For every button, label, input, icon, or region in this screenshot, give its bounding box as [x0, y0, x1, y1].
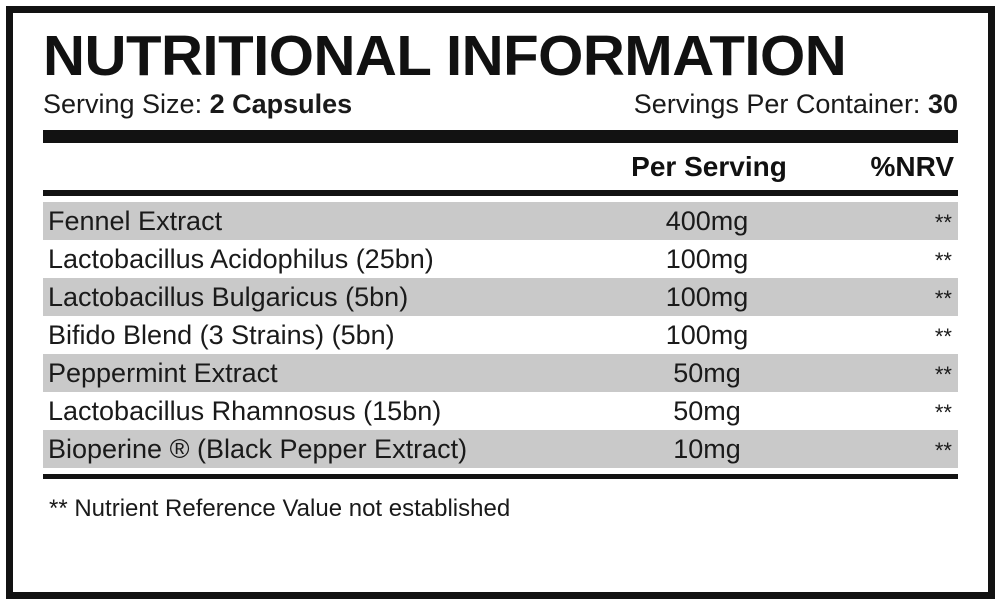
- label-content: [43, 24, 958, 580]
- nutrient-nrv: **: [934, 210, 952, 235]
- nutrient-nrv: **: [934, 324, 952, 349]
- column-header-nrv: %NRV: [870, 151, 954, 182]
- serving-size-value: 2 Capsules: [209, 89, 353, 119]
- nutrient-nrv: **: [934, 438, 952, 463]
- table-row: [43, 240, 958, 278]
- servings-per-container: [634, 89, 958, 120]
- nutrient-amount: 400mg: [665, 206, 749, 236]
- column-header-per-serving: Per Serving: [631, 151, 787, 182]
- nutrient-amount: 50mg: [673, 358, 741, 388]
- nutrient-table: [43, 202, 958, 468]
- nutrient-name: Bioperine ® (Black Pepper Extract): [48, 434, 468, 464]
- divider-under-header: [43, 190, 958, 196]
- nutrient-name: Bifido Blend (3 Strains) (5bn): [48, 320, 395, 350]
- servings-per-container-value: 30: [927, 89, 958, 119]
- table-row: [43, 278, 958, 316]
- servings-per-container-label: Servings Per Container:: [633, 89, 921, 119]
- nutrient-nrv: **: [934, 362, 952, 387]
- nutrient-name: Fennel Extract: [48, 206, 223, 236]
- serving-size-label: Serving Size:: [43, 89, 203, 119]
- footnote: ** Nutrient Reference Value not established: [49, 495, 511, 522]
- serving-info: [43, 89, 958, 120]
- nutrient-nrv: **: [934, 400, 952, 425]
- table-row: [43, 202, 958, 240]
- table-row: [43, 316, 958, 354]
- nutrient-name: Lactobacillus Bulgaricus (5bn): [48, 282, 409, 312]
- table-header: [43, 151, 958, 183]
- page-title: NUTRITIONAL INFORMATION: [43, 24, 847, 88]
- nutrient-nrv: **: [934, 248, 952, 273]
- nutrient-name: Peppermint Extract: [48, 358, 278, 388]
- serving-size: [43, 89, 352, 120]
- nutrient-amount: 10mg: [673, 434, 741, 464]
- table-row: [43, 392, 958, 430]
- nutrient-amount: 100mg: [665, 282, 749, 312]
- nutrient-amount: 50mg: [673, 396, 741, 426]
- table-row: [43, 430, 958, 468]
- nutrient-amount: 100mg: [665, 244, 749, 274]
- divider-under-table: [43, 474, 958, 479]
- table-row: [43, 354, 958, 392]
- divider-thick-top: [43, 130, 958, 143]
- nutrient-nrv: **: [934, 286, 952, 311]
- nutrient-name: Lactobacillus Rhamnosus (15bn): [48, 396, 442, 426]
- nutrient-amount: 100mg: [665, 320, 749, 350]
- label-border: [6, 6, 995, 599]
- nutrient-name: Lactobacillus Acidophilus (25bn): [48, 244, 434, 274]
